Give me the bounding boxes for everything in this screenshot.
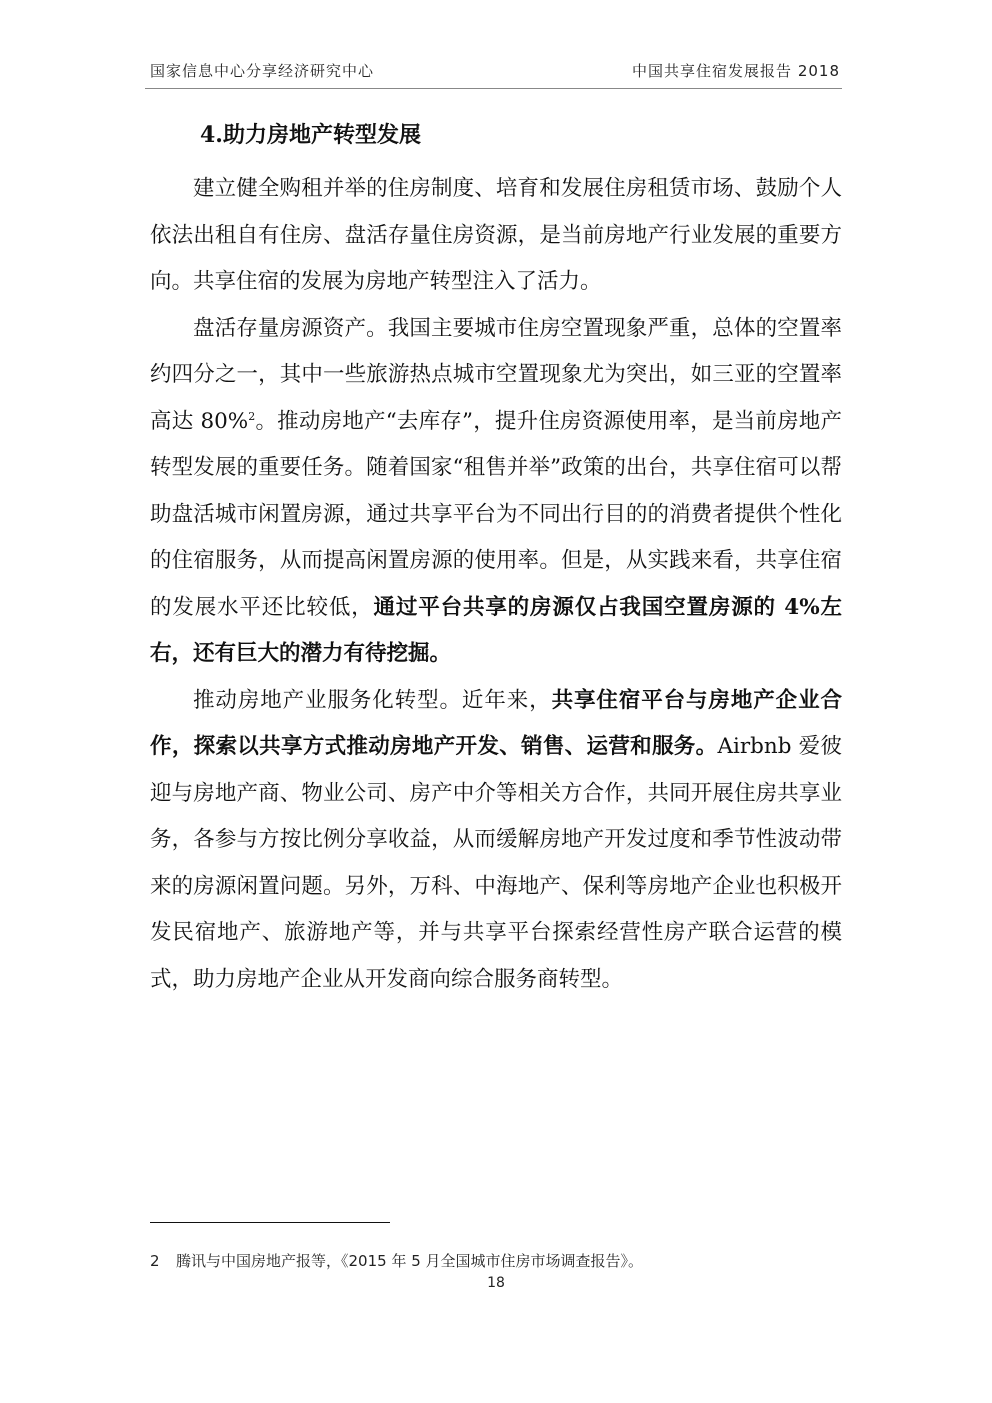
- body-text: [150, 166, 842, 1003]
- section-heading: 4.助力房地产转型发展: [200, 122, 421, 148]
- paragraph-3-text-a: 推动房地产业服务化转型。近年来，: [193, 687, 552, 713]
- footnote: [150, 1250, 643, 1271]
- page-number: 18: [487, 1275, 505, 1291]
- paragraph-3-text-b: Airbnb 爱彼迎与房地产商、物业公司、房产中介等相关方合作，共同开展住房共享业务，各参与方按比例分享收益，从而缓解房地产开发过度和季节性波动带来的房源闲置问题。另外，万科、中海地产、保利等房地产企业也积极开发民宿地产、旅游地产等，并与共享平台探索经营性房产联合运营的模式，助力房地产企业从开发商向综合服务商转型。: [150, 734, 842, 992]
- paragraph-2-text-a: 盘活存量房源资产。我国主要城市住房空置现象严重，总体的空置率约四分之一，其中一些旅游热点城市空置现象尤为突出，如三亚的空置率高达 80%: [150, 315, 842, 434]
- footnote-text: 腾讯与中国房地产报等，《2015 年 5 月全国城市住房市场调查报告》。: [176, 1252, 644, 1270]
- header-org: 国家信息中心分享经济研究中心: [150, 62, 375, 80]
- paragraph-3: [150, 678, 842, 1004]
- footnote-ref[interactable]: 2: [248, 409, 256, 423]
- paragraph-3-bold: 共享住宿平台与房地产企业合作，探索以共享方式推动房地产开发、销售、运营和服务。: [150, 687, 842, 759]
- footnote-number: 2: [150, 1252, 160, 1270]
- paragraph-1: 建立健全购租并举的住房制度、培育和发展住房租赁市场、鼓励个人依法出租自有住房、盘活存量住房资源，是当前房地产行业发展的重要方向。共享住宿的发展为房地产转型注入了活力。: [150, 176, 842, 294]
- header-report-title: 中国共享住宿发展报告 2018: [632, 62, 840, 80]
- footnote-divider: [150, 1222, 390, 1223]
- paragraph-2-bold: 通过平台共享的房源仅占我国空置房源的 4%左右，还有巨大的潜力有待挖掘。: [150, 594, 842, 666]
- header-divider: [145, 88, 842, 89]
- paragraph-2: [150, 306, 842, 678]
- paragraph-2-text-b: 。推动房地产“去库存”，提升住房资源使用率，是当前房地产转型发展的重要任务。随着国家“租售并举”政策的出台，共享住宿可以帮助盘活城市闲置房源，通过共享平台为不同出行目的的消费者提供个性化的住宿服务，从而提高闲置房源的使用率。但是，从实践来看，共享住宿的发展水平还比较低，: [150, 408, 842, 620]
